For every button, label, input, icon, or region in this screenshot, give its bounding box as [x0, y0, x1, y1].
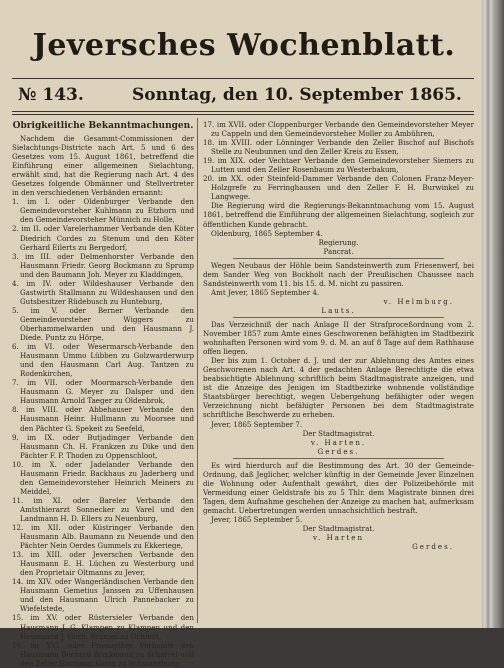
issue-date: Sonntag, den 10. September 1865. — [132, 85, 462, 105]
list-item: 20. im XX. oder Steinfeld-Dammer Verbande den Colonen Franz-Meyer-Holzgrefe zu Ferringhausen und den Zeller F. H. Burwinkel zu Langwege. — [203, 174, 474, 202]
section-rule — [233, 458, 444, 459]
notice-paragraph: Wegen Neubaus der Höhle beim Sandsteinwerth zum Friesenwerf, bei dem Sander Weg von Bockholt nach der Preußischen Chaussee nach Sandsteinwerth vom 11. bis 15. d. M. nicht zu passiren. — [203, 260, 474, 288]
list-item: 9. im IX. oder Butjadinger Verbande den Hausmann Ch. H. Frankzen zu Dike und den Pächter F. P. Thoden zu Oppenschloot, — [12, 432, 194, 460]
list-item: 13. im XIII. oder Jeverschen Verbande den Hausmann E. H. Lüchen zu Westerburg und den Proprietair Oltmanns zu Jever, — [12, 550, 194, 578]
masthead-title: Jeversches Wochenblatt. — [32, 28, 456, 63]
list-item: 1. im I. oder Oldenburger Verbande den Gemeindevorsteher Kuhlmann zu Etzhorn und den Gemeindevorsteher Münnich zu Holle, — [12, 197, 194, 225]
notice-paragraph: Die Regierung wird die Regierungs-Bekanntmachung vom 15. August 1861, betreffend die Einführung der allgemeinen Sielachtung, sogleich zur öffentlichen Kunde gebracht. — [203, 201, 474, 229]
notice-paragraph: Es wird hierdurch auf die Bestimmung des Art. 30 der Gemeinde-Ordnung, daß Jeglicher, welcher künftig in der Gemeinde Jever Einzelnen die Wohnung oder Aufenthalt gewährt, dies der Polizeibehörde mit Vermeidung einer Geldstrafe bis zu 5 Thlr. dem Magistrate binnen drei Tagen, dem Aufnahme geschehen der Anzeige zu machen hat, aufmerksam gemacht. Uebertretungen werden unnachsichtlich bestraft. — [203, 460, 474, 515]
list-item: 15. im XV. oder Rüstersieler Verbande den Hausmann J. G. Klampen zu Klampen und den Hausmann J. Gerh. Brünjes zu Ochholt, — [12, 613, 194, 641]
section-heading: Obrigkeitliche Bekanntmachungen. — [12, 121, 194, 131]
signature-org: Der Stadtmagistrat. — [302, 428, 375, 438]
masthead-rule — [12, 78, 474, 79]
column-divider — [197, 118, 198, 623]
list-item: 8. im VIII. oder Abbehauser Verbande den Hausmann Heinr. Hullmann zu Moorsee und den Pächter G. Spekeit zu Seefeld, — [12, 405, 194, 433]
issue-rule-1 — [12, 111, 474, 112]
intro-paragraph: Nachdem die Gesammt-Commissionen der Sielachtungs-Districte nach Art. 5 und 6 des Gesetzes vom 15. August 1861, betreffend die Einführung einer allgemeinen Sielachtung, erwählt sind, hat die Regierung nach Art. 4 des Gesetzes folgende Obmänner und Stellvertreter in den verschiedenen Verbänden ernannt: — [12, 134, 194, 198]
section-rule — [233, 317, 444, 318]
signature-date: Jever, 1865 September 7. — [211, 419, 303, 429]
list-item: 17. im XVII. oder Cloppenburger Verbande den Gemeindevorsteher Meyer zu Cappeln und den Gemeindevorsteher Moller zu Ambühren, — [203, 120, 474, 139]
issue-rule-2 — [12, 114, 474, 115]
list-item: 7. im VII. oder Moormarsch-Verbande den Hausmann G. Meyer zu Dalsper und den Hausmann Arnold Taeger zu Oldenbrok, — [12, 378, 194, 406]
signature-name: v. Helmburg. — [383, 296, 454, 306]
list-item: 18. im XVIII. oder Lönninger Verbande den Zeller Bischof auf Bischofs Stelle zu Neubunnen und den Zeller Kreis zu Essen, — [203, 138, 474, 157]
list-item: 2. im II. oder Varelerhammer Verbande den Köter Diedrich Cordes zu Stenum und den Köter Gerhard Eilerts zu Bergedorf, — [12, 224, 194, 252]
list-item: 3. im III. oder Delmenhorster Verbande den Hausmann Friedr. Georg Bockmann zu Sprump und den Baumann Joh. Meyer zu Kladdingen, — [12, 251, 194, 279]
left-column — [12, 120, 194, 668]
signature-org: Regierung. — [318, 237, 359, 247]
list-item: 10. im X. oder Jadelander Verbande den Hausmann Friedr. Backhaus zu Jaderberg und den Gemeindevorsteher Heinrich Meiners zu Meiddel, — [12, 459, 194, 496]
issue-number: № 143. — [18, 85, 84, 105]
list-item: 12. im XII. oder Küstringer Verbande den Hausmann Alb. Baumann zu Neuende und den Pächter Nein Oerdes Gummels zu Ekkeriege, — [12, 523, 194, 551]
signature-clerk: Gerdes. — [412, 542, 454, 552]
list-item: 14. im XIV. oder Wangerländischen Verbande den Hausmann Gemetius Janssen zu Uffenhausen und den Hausmann Ulrich Pannebacker zu Wiefelstede, — [12, 577, 194, 614]
signature-name: v. Harten. — [310, 437, 367, 447]
signature-name: Pancrat. — [323, 246, 354, 256]
signature-clerk: Gerdes. — [317, 446, 360, 456]
list-item: 4. im IV. oder Wildeshauser Verbande den Gastwirth Stallmann zu Wildeshausen und den Gutsbesitzer Rüdebusch zu Hunteburg, — [12, 278, 194, 306]
signature-date: Oldenburg, 1865 September 4. — [211, 228, 323, 238]
signature-org: Der Stadtmagistrat. — [302, 524, 375, 534]
notice-paragraph: Der bis zum 1. October d. J. und der zur Ablehnung des Amtes eines Geschworenen nach Art. 4 der gedachten Anlage Berechtigte die etwa beabsichtigte Ablehnung schriftlich beim Stadtmagistrate anzeigen, und ist die Anzeige des Jenigen im Stadtbezirke wohnende vollständige Staatsbürger berechtigt, wegen Uebergehung befähigter oder wegen Verzeichnung nicht befähigter Personen bei dem Stadtmagistrate schriftliche Beschwerde zu erheben. — [203, 356, 474, 420]
issue-line — [14, 83, 474, 109]
list-item: 16. im XVI. oder Friesoyther Verbande den Hausmann Bernard Brinkmann zu Scharrel und den Zeller Hermann König zu Schwaneburg, — [12, 640, 194, 668]
list-item: 6. im VI. oder Wesermarsch-Verbande den Hausmann Ummo Lübben zu Golzwarderwurp und den Hausmann Carl Aug. Tantzen zu Rodenkirchen, — [12, 342, 194, 379]
signature-date: Jever, 1865 September 5. — [211, 514, 303, 524]
book-binding-edge — [482, 0, 504, 628]
signature-date: Amt Jever, 1865 September 4. — [211, 287, 320, 297]
list-item: 19. im XIX. oder Vechtaer Verbande den Gemeindevorsteher Siemers zu Lutten und den Zeller Rosenbaum zu Westerbakum, — [203, 156, 474, 175]
list-item: 5. im V. oder Berner Verbande den Gemeindevorsteher Wiggers zu Oberhammelwarden und den Hausmann J. Diede. Puntz zu Hörpe, — [12, 305, 194, 343]
notice-paragraph: Das Verzeichniß der nach Anlage II der Strafproceßordnung vom 2. November 1857 zum Amte eines Geschworenen befähigten im Stadtbezirk wohnhaften Personen wird vom 9. d. M. an auf 8 Tage auf dem Rathhause offen liegen. — [203, 319, 474, 357]
signature-name: v. Harten — [312, 533, 365, 543]
section-rule — [233, 258, 444, 259]
right-column — [203, 120, 474, 625]
list-item: 11. im XI. oder Bareler Verbande den Amtsthierarzt Sonnecker zu Varel und den Landmann H. D. Ellers zu Neuenburg, — [12, 495, 194, 523]
signature-clerk: Lauts. — [321, 305, 356, 315]
